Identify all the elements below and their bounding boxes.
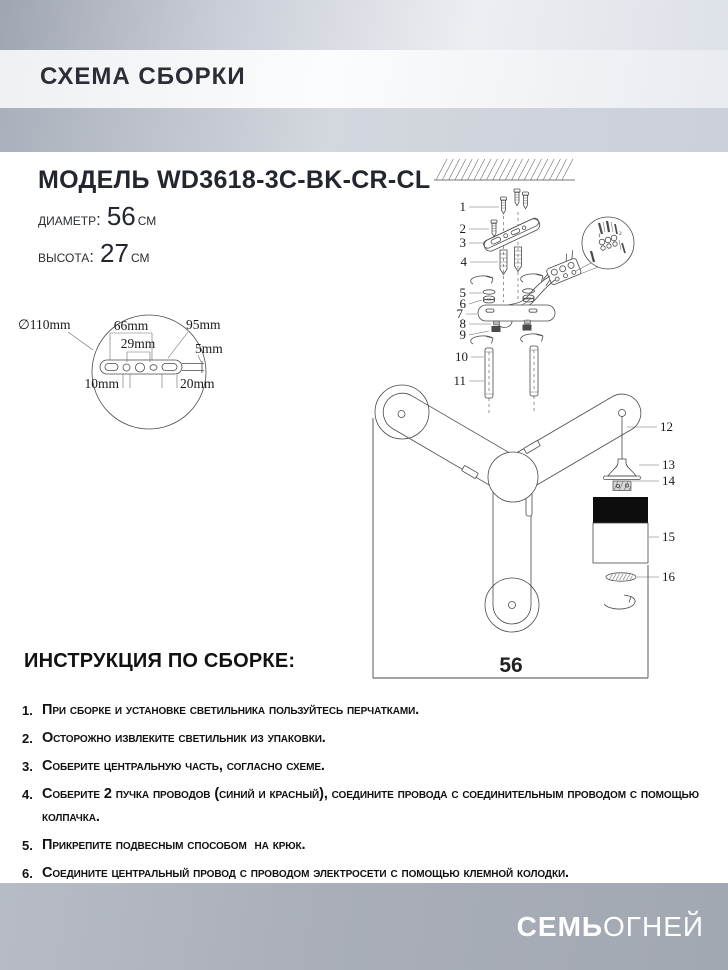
screw-pair-a (514, 189, 520, 206)
diameter-unit: см (137, 210, 157, 229)
dim-20: 20mm (180, 376, 215, 391)
screw-part2 (491, 220, 497, 237)
height-label: высота: (38, 247, 95, 266)
axis-dashed-top (504, 212, 519, 302)
rotate-arrow-icon (471, 276, 493, 284)
lamp-socket (613, 481, 631, 491)
terminal-mark-2: 2 (619, 231, 622, 237)
joint-right (619, 410, 626, 417)
brand-footer (0, 883, 728, 970)
dim-66: 66mm (113, 318, 149, 333)
page-title: СХЕМА СБОРКИ (40, 63, 246, 90)
item-text: Осторожно извлеките светильник из упаковки. (42, 730, 326, 746)
dim-10: 10mm (84, 376, 119, 391)
connector-stick (524, 440, 541, 453)
height-unit: см (130, 247, 150, 266)
item-text: Соберите 2 пучка проводов (синий и красный), соедините провода с соединительным проводом с помощью колпачка. (42, 786, 699, 825)
item-number: 1. (22, 703, 33, 718)
dim-29: 29mm (120, 336, 156, 351)
dim-diameter-110: ∅110mm (18, 317, 71, 332)
model-label: МОДЕЛЬ (38, 166, 150, 194)
part-label-9: 9 (459, 327, 466, 342)
joint-left (398, 411, 405, 418)
threaded-rod-right (530, 346, 538, 396)
rotate-arrow-icon (471, 336, 493, 344)
instruction-item (22, 727, 706, 750)
detail-circle (92, 315, 206, 429)
connector-stick (462, 465, 479, 478)
threaded-rod-left (485, 348, 493, 398)
instructions-heading: ИНСТРУКЦИЯ ПО СБОРКЕ: (24, 650, 296, 672)
bracket-slot-right (162, 364, 177, 371)
washer-nut-left (483, 290, 495, 303)
ceiling-hatch (434, 159, 575, 180)
diameter-value: 56 (106, 201, 136, 231)
socket-cover-bell (604, 459, 641, 480)
part-label-11: 11 (453, 373, 466, 388)
mounting-bracket-top-view (100, 360, 204, 374)
part-label-4: 4 (460, 254, 467, 269)
screw-pair-b (523, 192, 529, 209)
instruction-item (22, 834, 706, 857)
bracket-hole-small (123, 364, 130, 371)
instruction-item (22, 755, 706, 778)
terminal-block (537, 250, 582, 287)
part-label-7: 7 (456, 306, 463, 321)
rotate-arrow-large (604, 595, 635, 609)
item-number: 5. (22, 838, 33, 853)
header-gradient-bottom (0, 108, 728, 152)
model-code: WD3618-3C-BK-CR-CL (157, 166, 431, 194)
item-text: При сборке и установке светильника пользуйтесь перчатками. (42, 702, 420, 718)
part-label-10: 10 (455, 349, 468, 364)
lamp-shade (593, 497, 648, 563)
axis-dashed-mid (489, 396, 534, 414)
bracket-hole-center (136, 363, 145, 372)
joint-bottom (509, 602, 516, 609)
item-text: Соедините центральный провод с проводом электросети с помощью клемной колодки. (42, 865, 569, 881)
canopy-screw-right (525, 320, 531, 324)
canopy-screw-left (494, 321, 500, 325)
part-label-6: 6 (459, 296, 466, 311)
brand-name-light: ОГНЕЙ (603, 911, 704, 942)
part-label-1: 1 (459, 199, 466, 214)
item-number: 4. (22, 787, 33, 802)
part-label-5: 5 (459, 285, 466, 300)
height-value: 27 (100, 238, 129, 268)
part-label-14: 14 (662, 473, 675, 488)
rotate-arrow-icon (521, 274, 543, 282)
bracket-slot-left (105, 364, 118, 371)
terminal-mark-1: 1 (598, 233, 601, 239)
item-number: 2. (22, 731, 33, 746)
connector-block-left (492, 326, 501, 332)
item-text: Прикрепите подвесным способом на крюк. (42, 837, 306, 853)
bracket-tab (182, 361, 204, 373)
overall-width-label: 56 (499, 654, 523, 677)
part-label-12: 12 (660, 419, 673, 434)
diameter-label: диаметр: (38, 210, 101, 229)
wiring-detail-circle (576, 217, 634, 274)
spring-coil (606, 573, 636, 581)
item-text: Соберите центральную часть, согласно схеме. (42, 758, 325, 774)
instruction-item (22, 862, 706, 885)
dim-5: 5mm (195, 341, 223, 356)
bracket-dimension-detail (14, 300, 244, 435)
header-gradient-top (0, 0, 728, 50)
instruction-item (22, 699, 706, 722)
center-hub (488, 452, 538, 502)
dim-95: 95mm (186, 317, 221, 332)
part-label-13: 13 (662, 457, 675, 472)
bracket-hole-oval (150, 365, 157, 371)
assembly-diagram (370, 150, 710, 695)
part-label-3: 3 (459, 235, 466, 250)
part-label-15: 15 (662, 529, 675, 544)
part-label-16: 16 (662, 569, 675, 584)
part-label-2: 2 (459, 221, 466, 236)
rotate-arrow-icon (521, 334, 543, 342)
instruction-item (22, 783, 706, 829)
screw-part1 (501, 197, 507, 214)
part-label-8: 8 (459, 316, 466, 331)
connector-block-right (523, 325, 532, 331)
item-number: 3. (22, 759, 33, 774)
assembly-instructions (22, 650, 706, 890)
brand-name-bold: СЕМЬ (516, 911, 604, 942)
item-number: 6. (22, 866, 33, 881)
